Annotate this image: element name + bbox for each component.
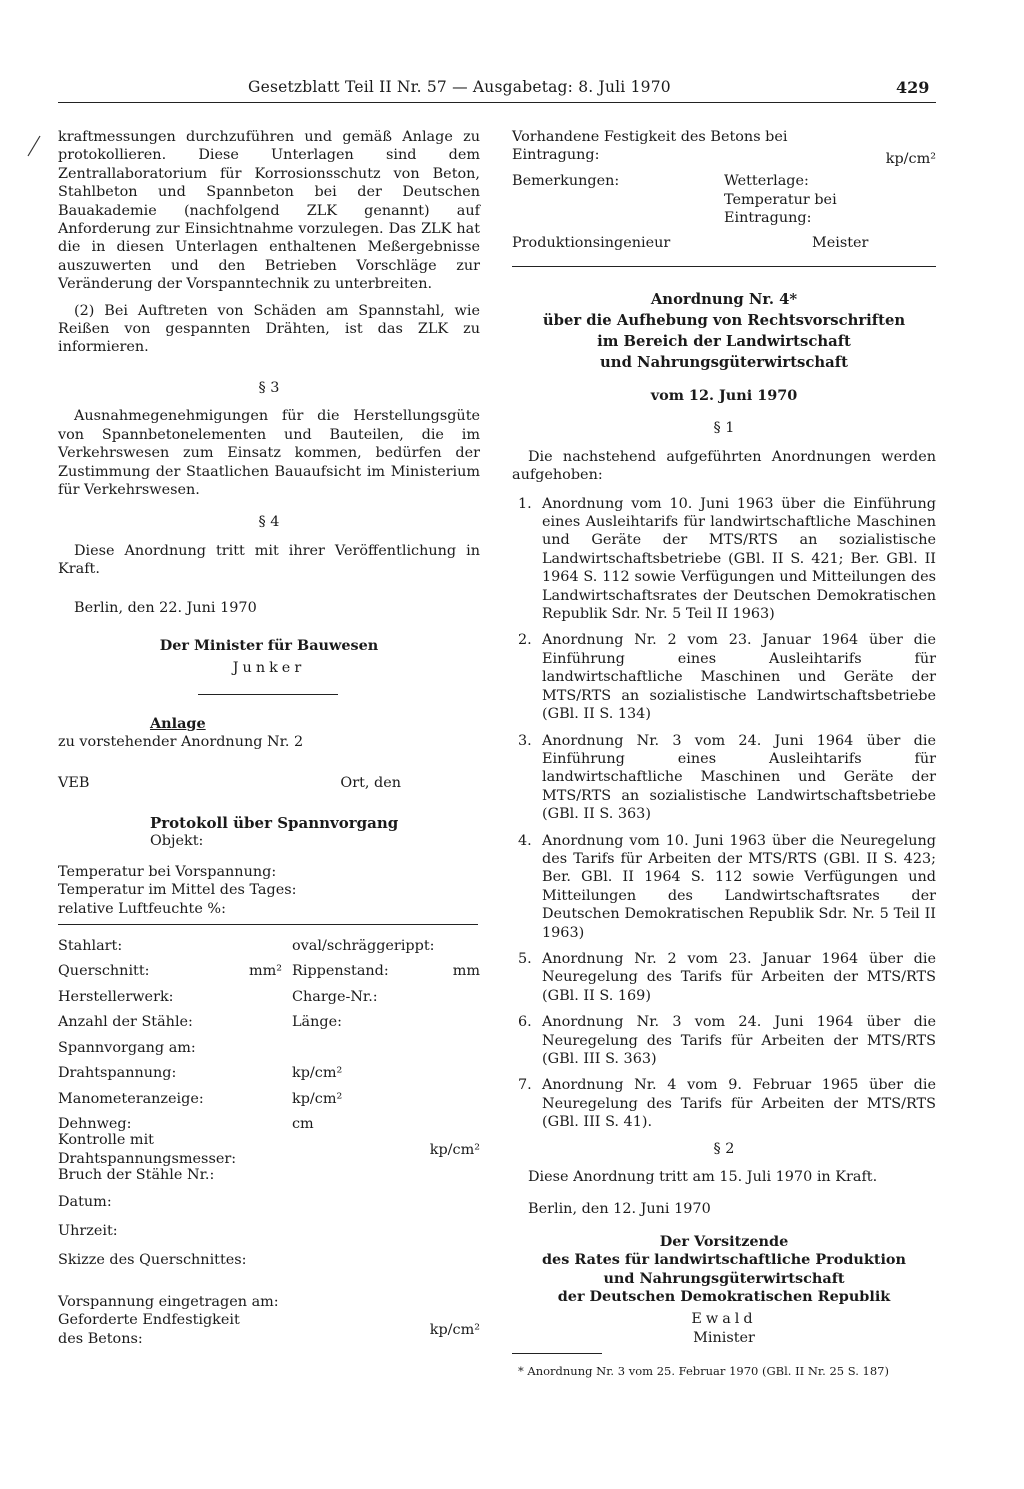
uhrzeit-label: Uhrzeit:	[58, 1223, 118, 1240]
form-row	[58, 1188, 480, 1217]
header-title: Gesetzblatt Teil II Nr. 57 — Ausgabetag: 8. Juli 1970	[248, 78, 671, 96]
unit-kpcm2: kp/cm²	[292, 1090, 343, 1107]
form-row	[58, 933, 480, 959]
querschnitt-label: Querschnitt:	[58, 963, 150, 980]
unit-mm2: mm²	[248, 963, 282, 980]
herstellerwerk-label: Herstellerwerk:	[58, 988, 174, 1005]
form-row	[58, 1061, 480, 1087]
section-3-heading: § 3	[258, 379, 280, 396]
wetterlage-label: Wetterlage:	[724, 173, 809, 189]
unit-kpcm2: kp/cm²	[885, 151, 936, 167]
protokoll-title: Protokoll über Spannvorgang	[150, 813, 399, 832]
signer-name: Junker	[232, 660, 306, 677]
kontrolle-label: Kontrolle mit Drahtspannungsmesser:	[58, 1132, 237, 1167]
form-row	[58, 1312, 480, 1347]
veb-label: VEB	[58, 774, 90, 791]
list-item: 5. Anordnung Nr. 2 vom 23. Januar 1964 über die Neuregelung des Tarifs für Arbeiten der MTS/RTS (GBl. II S. 169)	[518, 950, 936, 1004]
manometer-label: Manometeranzeige:	[58, 1090, 204, 1107]
spannvorgang-label: Spannvorgang am:	[58, 1039, 196, 1056]
header-rule	[58, 102, 936, 103]
footnote-rule	[512, 1353, 602, 1354]
section-4-heading: § 4	[258, 514, 280, 531]
meister-label: Meister	[812, 235, 869, 251]
footnote: * Anordnung Nr. 3 vom 25. Februar 1970 (GBl. II Nr. 25 S. 187)	[518, 1364, 889, 1379]
signature-line-1: Der Vorsitzende	[659, 1232, 789, 1250]
anlage-title: Anlage	[150, 714, 206, 732]
paragraph-4: Diese Anordnung tritt mit ihrer Veröffentlichung in Kraft.	[58, 542, 480, 578]
form-row	[58, 1010, 480, 1036]
place-date-left: Berlin, den 22. Juni 1970	[74, 599, 257, 616]
left-column	[58, 128, 480, 1347]
list-item: 4. Anordnung vom 10. Juni 1963 über die Neuregelung des Tarifs für Arbeiten der MTS/RTS (GBl. II S. 423; Ber. GBl. II 1964 S. 112 sowie Verfügungen und Mitteilungen des Landwirtschaftsrates der Deutschen Demokratischen Republik Sdr. Nr. 5 Teil II 1963)	[518, 832, 936, 941]
order-title-line-3: im Bereich der Landwirtschaft	[597, 333, 851, 350]
unit-cm: cm	[292, 1116, 314, 1133]
anlage-subtitle: zu vorstehender Anordnung Nr. 2	[58, 734, 304, 751]
kraft-text: Diese Anordnung tritt am 15. Juli 1970 in Kraft.	[528, 1169, 878, 1186]
bruch-label: Bruch der Stähle Nr.:	[58, 1167, 215, 1184]
list-item: 3. Anordnung Nr. 3 vom 24. Juni 1964 über die Einführung eines Ausleihtarifs für landwirtschaftliche Maschinen und Geräte der MTS/RTS an sozialistische Landwirtschaftsbetriebe (GBl. II S. 363)	[518, 732, 936, 823]
bemerkungen-row	[512, 172, 936, 227]
laenge-label: Länge:	[292, 1014, 342, 1031]
order-title-line-1: Anordnung Nr. 4*	[650, 291, 798, 308]
relative-humidity: relative Luftfeuchte %:	[58, 900, 226, 917]
charge-label: Charge-Nr.:	[292, 988, 378, 1005]
intro-text: Die nachstehend aufgeführten Anordnungen werden aufgehoben:	[512, 448, 936, 484]
section-1-heading: § 1	[713, 420, 735, 437]
datum-label: Datum:	[58, 1194, 112, 1211]
unit-kpcm2: kp/cm²	[429, 1321, 480, 1338]
order-date: vom 12. Juni 1970	[650, 387, 798, 404]
form-row	[58, 1217, 480, 1246]
objekt-label: Objekt:	[150, 833, 204, 850]
list-item: 2. Anordnung Nr. 2 vom 23. Januar 1964 über die Einführung eines Ausleihtarifs für landwirtschaftliche Maschinen und Geräte der MTS/RTS an sozialistische Landwirtschaftsbetriebe (GBl. II S. 134)	[518, 632, 936, 723]
section-rule	[512, 266, 936, 267]
produktionsingenieur-label: Produktionsingenieur	[512, 235, 671, 251]
paragraph-3: Ausnahmegenehmigungen für die Herstellungsgüte von Spannbetonelementen und Bauteilen, die im Verkehrswesen zum Einsatz kommen, bedürfen der Zustimmung der Staatlichen Bauaufsicht im Ministerium für Verkehrswesen.	[58, 408, 480, 498]
signature-line-3: und Nahrungsgüterwirtschaft	[603, 1269, 845, 1287]
section-2-heading: § 2	[713, 1140, 735, 1157]
signature-name: Ewald	[691, 1311, 757, 1328]
form-row	[58, 1163, 480, 1189]
margin-mark	[27, 135, 41, 157]
paragraph-1: kraftmessungen durchzuführen und gemäß Anlage zu protokollieren. Diese Unterlagen sind dem Zentrallaboratorium für Korrosionsschutz von Beton, Stahlbeton und Spannbeton bei der Deutschen Bauakademie (nachfolgend ZLK genannt) auf Anforderung zur Einsichtnahme vorzulegen. Das ZLK hat die in diesen Unterlagen enthaltenen Meßergebnisse auszuwerten und den Betrieben Vorschläge zur Veränderung der Vorspanntechnik zu unterbreiten.	[58, 129, 480, 293]
signature-role: Minister	[693, 1329, 755, 1346]
form-row	[58, 1086, 480, 1112]
form-row	[58, 984, 480, 1010]
page-header	[0, 70, 1024, 102]
unit-kpcm2: kp/cm²	[292, 1065, 343, 1082]
temp-mittel: Temperatur im Mittel des Tages:	[58, 882, 297, 899]
unit-mm: mm	[452, 963, 480, 980]
skizze-label: Skizze des Querschnittes:	[58, 1252, 247, 1269]
vorspannung-label: Vorspannung eingetragen am:	[58, 1293, 279, 1310]
form-row	[58, 1035, 480, 1061]
page-number: 429	[896, 78, 930, 97]
signature-row	[512, 234, 936, 254]
rippenstand-label: Rippenstand:	[292, 963, 389, 980]
right-column	[512, 128, 936, 1381]
form-row	[58, 1132, 480, 1167]
place-date-right: Berlin, den 12. Juni 1970	[528, 1201, 711, 1218]
signature-line-2: des Rates für landwirtschaftliche Produktion	[542, 1251, 906, 1269]
anzahl-label: Anzahl der Stähle:	[58, 1014, 193, 1031]
paragraph-2: (2) Bei Auftreten von Schäden am Spannstahl, wie Reißen von gespannten Drähten, ist das ZLK zu informieren.	[58, 302, 480, 356]
endfestigkeit-label: Geforderte Endfestigkeit des Betons:	[58, 1312, 240, 1347]
temp-vorspannung: Temperatur bei Vorspannung:	[58, 863, 277, 880]
list-item: 7. Anordnung Nr. 4 vom 9. Februar 1965 über die Neuregelung des Tarifs für Arbeiten der MTS/RTS (GBl. III S. 41).	[518, 1077, 936, 1131]
veb-ort-row	[58, 774, 401, 792]
festigkeit-row	[512, 128, 936, 168]
temp-eintragung-label: Temperatur bei Eintragung:	[724, 192, 837, 227]
stahlart-label: Stahlart:	[58, 937, 123, 954]
dehnweg-label: Dehnweg:	[58, 1116, 132, 1133]
bemerkungen-label: Bemerkungen:	[512, 173, 620, 189]
ort-label: Ort, den	[340, 774, 401, 791]
drahtspannung-label: Drahtspannung:	[58, 1065, 177, 1082]
signer-title: Der Minister für Bauwesen	[159, 636, 379, 654]
list-item: 6. Anordnung Nr. 3 vom 24. Juni 1964 über die Neuregelung des Tarifs für Arbeiten der MTS/RTS (GBl. III S. 363)	[518, 1014, 936, 1067]
form-row	[58, 1246, 480, 1275]
unit-kpcm2: kp/cm²	[429, 1141, 480, 1158]
oval-label: oval/schräggerippt:	[292, 937, 435, 954]
order-title-line-4: und Nahrungsgüterwirtschaft	[600, 354, 848, 371]
signature-rule	[198, 694, 338, 695]
festigkeit-label: Vorhandene Festigkeit des Betons bei Eintragung:	[512, 129, 788, 164]
form-row	[58, 959, 480, 985]
list-item: 1. Anordnung vom 10. Juni 1963 über die Einführung eines Ausleihtarifs für landwirtschaftliche Maschinen und Geräte der MTS/RTS an sozialistische Landwirtschaftsbetriebe (GBl. II S. 421; Ber. GBl. II 1964 S. 112 sowie Verfügungen und Mitteilungen des Landwirtschaftsrates der Deutschen Demokratischen Republik Sdr. Nr. 5 Teil II 1963)	[518, 495, 936, 623]
order-title-line-2: über die Aufhebung von Rechtsvorschriften	[542, 312, 906, 329]
signature-line-4: der Deutschen Demokratischen Republik	[557, 1288, 891, 1306]
form-rule	[58, 924, 478, 925]
protocol-form	[58, 933, 480, 1347]
repealed-list	[512, 495, 936, 1132]
